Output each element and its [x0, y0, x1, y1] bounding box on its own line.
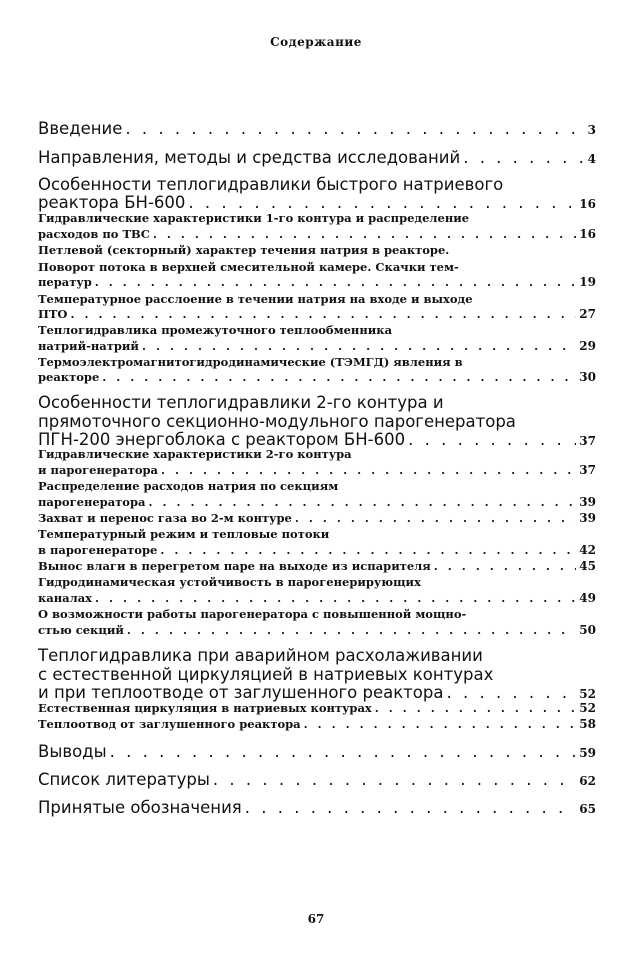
toc-entry-text: Особенности теплогидравлики быстрого натриевого: [38, 175, 504, 194]
toc-entry-text: ператур: [38, 275, 92, 289]
toc-subentry[interactable]: [38, 226, 596, 242]
dot-leader: [304, 716, 577, 732]
toc-page-number: 37: [579, 463, 596, 477]
dot-leader: [434, 558, 577, 574]
toc-section-heading[interactable]: [38, 393, 596, 413]
toc-entry-text: Список литературы: [38, 770, 210, 789]
dot-leader: [95, 590, 576, 606]
toc-entry-methods[interactable]: [38, 148, 596, 168]
toc-entry-text: ПТО: [38, 307, 68, 321]
toc-entry-text: расходов по ТВС: [38, 227, 150, 241]
toc-subentry[interactable]: [38, 700, 596, 716]
dot-leader: [213, 770, 576, 790]
toc-entry-introduction[interactable]: [38, 119, 596, 139]
toc-subentry[interactable]: [38, 590, 596, 606]
toc-subentry[interactable]: [38, 369, 596, 385]
toc-page-number: 37: [579, 434, 596, 448]
toc-subentry[interactable]: [38, 210, 596, 226]
toc-subentry[interactable]: [38, 716, 596, 732]
toc-subentry[interactable]: [38, 526, 596, 542]
toc-entry-text: О возможности работы парогенератора с повышенной мощно-: [38, 607, 467, 621]
toc-page-number: 19: [579, 275, 596, 289]
toc-subentry[interactable]: [38, 354, 596, 370]
toc-page-number: 16: [579, 197, 596, 211]
toc-entry-references[interactable]: [38, 770, 596, 790]
toc-page-number: 39: [579, 495, 596, 509]
toc-page-number: 3: [587, 123, 596, 137]
toc-section-heading[interactable]: [38, 412, 596, 432]
toc-entry-text: реакторе: [38, 370, 100, 384]
toc-subentry[interactable]: [38, 478, 596, 494]
dot-leader: [125, 119, 584, 139]
toc-entry-text: Вынос влаги в перегретом паре на выходе из испарителя: [38, 559, 431, 573]
toc-entry-text: Гидравлические характеристики 1-го контура и распределение: [38, 211, 470, 225]
toc-entry-text: Введение: [38, 119, 123, 138]
toc-subentry[interactable]: [38, 510, 596, 526]
dot-leader: [160, 542, 576, 558]
dot-leader: [127, 622, 576, 638]
dot-leader: [295, 510, 576, 526]
dot-leader: [463, 148, 584, 168]
toc-page-number: 49: [579, 591, 596, 605]
toc-subentry[interactable]: [38, 542, 596, 558]
toc-entry-text: Гидравлические характеристики 2-го контура: [38, 447, 352, 461]
toc-entry-text: Термоэлектромагнитогидродинамические (ТЭМГД) явления в: [38, 355, 463, 369]
toc-subentry[interactable]: [38, 446, 596, 462]
toc-entry-text: Распределение расходов натрия по секциям: [38, 479, 339, 493]
dot-leader: [375, 700, 577, 716]
toc-section-heading[interactable]: [38, 665, 596, 685]
toc-subentry[interactable]: [38, 274, 596, 290]
toc-entry-text: Выводы: [38, 742, 107, 761]
toc-page-number: 42: [579, 543, 596, 557]
toc-entry-text: Особенности теплогидравлики 2-го контура и: [38, 393, 444, 412]
toc-entry-text: Теплогидравлика промежуточного теплообменника: [38, 323, 393, 337]
toc-entry-notation[interactable]: [38, 798, 596, 818]
toc-subentry[interactable]: [38, 291, 596, 307]
toc-subentry[interactable]: [38, 338, 596, 354]
toc-entry-text: Направления, методы и средства исследований: [38, 148, 461, 167]
dot-leader: [161, 462, 576, 478]
toc-page-number: 62: [579, 774, 596, 788]
toc-entry-text: Теплоотвод от заглушенного реактора: [38, 717, 301, 731]
toc-entry-text: Гидродинамическая устойчивость в парогенерирующих: [38, 575, 421, 589]
toc-page-number: 27: [579, 307, 596, 321]
toc-subentry[interactable]: [38, 322, 596, 338]
toc-page-number: 65: [579, 802, 596, 816]
page-title: Содержание: [270, 35, 362, 49]
toc-subentry[interactable]: [38, 306, 596, 322]
toc-entry-text: реактора БН-600: [38, 193, 186, 212]
toc-page-number: 30: [579, 370, 596, 384]
toc-subentry[interactable]: [38, 494, 596, 510]
toc-entry-text: и при теплоотводе от заглушенного реактора: [38, 683, 444, 702]
dot-leader: [153, 226, 576, 242]
dot-leader: [245, 798, 577, 818]
toc-subentry[interactable]: [38, 462, 596, 478]
toc-subentry[interactable]: [38, 558, 596, 574]
toc-entry-text: Естественная циркуляция в натриевых контурах: [38, 701, 372, 715]
toc-entry-text: Принятые обозначения: [38, 798, 242, 817]
toc-entry-text: натрий-натрий: [38, 339, 139, 353]
toc-entry-text: Температурный режим и тепловые потоки: [38, 527, 330, 541]
toc-section-heading[interactable]: [38, 175, 596, 195]
dot-leader: [70, 306, 576, 322]
dot-leader: [102, 369, 576, 385]
toc-page-number: 58: [579, 717, 596, 731]
toc-page-number: 59: [579, 746, 596, 760]
toc-entry-text: каналах: [38, 591, 93, 605]
toc-entry-text: в парогенераторе: [38, 543, 158, 557]
toc-entry-text: Температурное расслоение в течении натрия на входе и выходе: [38, 292, 473, 306]
toc-page-number: 50: [579, 623, 596, 637]
toc-entry-text: Поворот потока в верхней смесительной камере. Скачки тем-: [38, 260, 459, 274]
toc-page-number: 4: [587, 152, 596, 166]
toc-page-number: 16: [579, 227, 596, 241]
toc-subentry[interactable]: [38, 606, 596, 622]
toc-page-number: 29: [579, 339, 596, 353]
toc-subentry[interactable]: [38, 259, 596, 275]
toc-entry-text: прямоточного секционно-модульного парогенератора: [38, 412, 516, 431]
toc-entry-text: парогенератора: [38, 495, 146, 509]
toc-subentry[interactable]: [38, 622, 596, 638]
page-number: 67: [307, 912, 325, 926]
toc-subentry[interactable]: [38, 574, 596, 590]
toc-entry-text: Захват и перенос газа во 2-м контуре: [38, 511, 292, 525]
dot-leader: [110, 742, 577, 762]
toc-page-number: 45: [579, 559, 596, 573]
toc-entry-text: стью секций: [38, 623, 124, 637]
toc-entry-text: Петлевой (секторный) характер течения натрия в реакторе.: [38, 243, 450, 257]
toc-entry-text: ПГН-200 энергоблока с реактором БН-600: [38, 430, 406, 449]
toc-page-number: 39: [579, 511, 596, 525]
dot-leader: [148, 494, 576, 510]
dot-leader: [142, 338, 576, 354]
toc-subentry[interactable]: [38, 242, 596, 258]
toc-entry-text: и парогенератора: [38, 463, 158, 477]
toc-page-number: 52: [579, 701, 596, 715]
toc-entry-text: Теплогидравлика при аварийном расхолаживании: [38, 646, 483, 665]
toc-entry-conclusions[interactable]: [38, 742, 596, 762]
toc-entry-text: с естественной циркуляцией в натриевых контурах: [38, 665, 494, 684]
toc-section-heading[interactable]: [38, 646, 596, 666]
toc-page-number: 52: [579, 687, 596, 701]
dot-leader: [95, 274, 577, 290]
